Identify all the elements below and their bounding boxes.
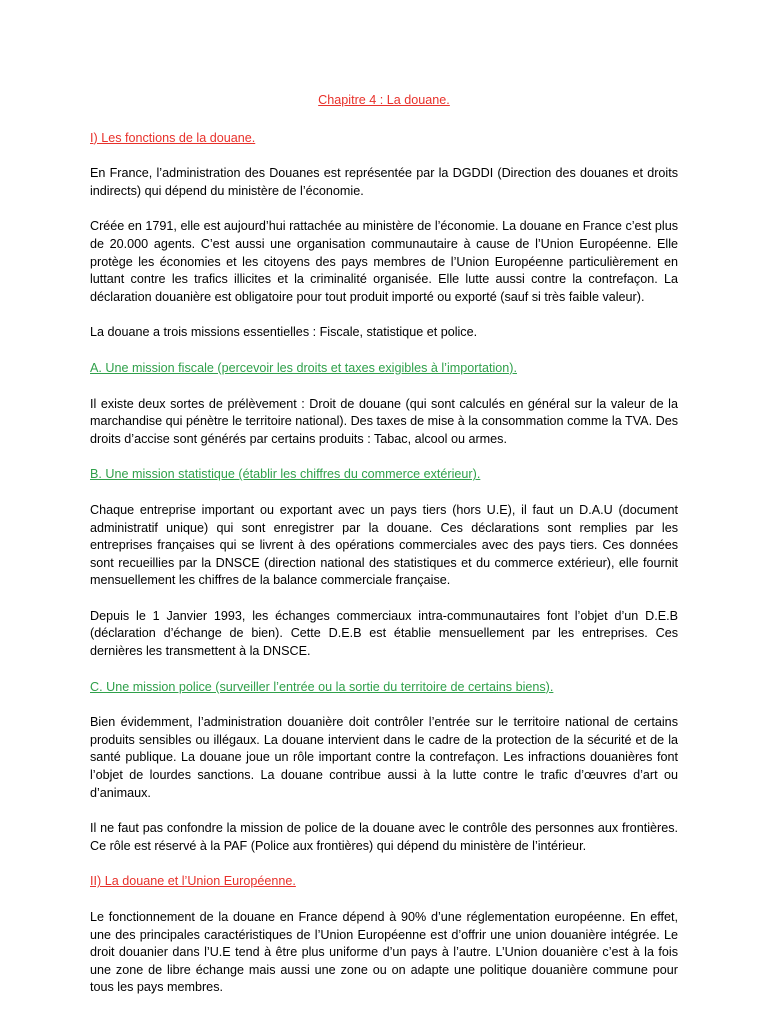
section-heading-fonctions: I) Les fonctions de la douane.	[90, 130, 256, 145]
subsection-heading-fiscale: A. Une mission fiscale (percevoir les droits et taxes exigibles à l’importation).	[90, 360, 517, 375]
paragraph: Bien évidemment, l’administration douanière doit contrôler l’entrée sur le territoire national de certains produits sensibles ou illégaux. La douane intervient dans le cadre de la protection de la sécurité et de la santé publique. La douane joue un rôle important contre la contrefaçon. Les infractions douanières font l’objet de lourdes sanctions. La douane contribue aussi à la lutte contre le trafic d’œuvres d’art ou d’animaux.	[90, 715, 678, 800]
paragraph: Depuis le 1 Janvier 1993, les échanges commerciaux intra-communautaires font l’objet d’un D.E.B (déclaration d’échange de bien). Cette D.E.B est établie mensuellement par les entreprises. Ces dernières les transmettent à la DNSCE.	[90, 608, 678, 659]
paragraph: Le fonctionnement de la douane en France dépend à 90% d’une réglementation européenne. En effet, une des principales caractéristiques de l’Union Européenne est d’offrir une union douanière intégrée. Le droit douanier dans l’U.E tend à être plus uniforme d’un pays à l’autre. L’Union douanière c’est à la fois une zone de libre échange mais aussi une zone ou on adapte une politique douanière commune pour tous les pays membres.	[90, 910, 678, 995]
paragraph: Il ne faut pas confondre la mission de police de la douane avec le contrôle des personnes aux frontières. Ce rôle est réservé à la PAF (Police aux frontières) qui dépend du ministère de l’intérieur.	[90, 821, 678, 853]
subsection-heading-statistique: B. Une mission statistique (établir les chiffres du commerce extérieur).	[90, 467, 481, 482]
subsection-heading-police: C. Une mission police (surveiller l’entrée ou la sortie du territoire de certains biens).	[90, 679, 554, 694]
paragraph: La douane a trois missions essentielles : Fiscale, statistique et police.	[90, 325, 478, 340]
paragraph: Chaque entreprise important ou exportant avec un pays tiers (hors U.E), il faut un D.A.U (document administratif unique) qui sont enregistrer par la douane. Ces déclarations sont remplies par les entreprises françaises qui se livrent à des opérations commerciales avec des pays tiers. Ces données sont recueillies par la DNSCE (direction national des statistiques et du commerce extérieur), elle fournit mensuellement les chiffres de la balance commerciale française.	[90, 502, 678, 588]
section-heading-union-europeenne: II) La douane et l’Union Européenne.	[90, 874, 296, 889]
paragraph: Créée en 1791, elle est aujourd’hui rattachée au ministère de l’économie. La douane en France c’est plus de 20.000 agents. C’est aussi une organisation communautaire à cause de l’Union Européenne. Elle protège les économies et les citoyens des pays membres de l’Union Européenne particulièrement en luttant contre les trafics illicites et la criminalité organisée. Elle lutte aussi contre la contrefaçon. La déclaration douanière est obligatoire pour tout produit importé ou exporté (sauf si très faible valeur).	[90, 219, 678, 304]
paragraph: Il existe deux sortes de prélèvement : Droit de douane (qui sont calculés en général sur la valeur de la marchandise qui pénètre le territoire national). Des taxes de mise à la consommation comme la TVA. Des droits d’accise sont générés par certains produits : Tabac, alcool ou armes.	[90, 396, 678, 446]
chapter-title: Chapitre 4 : La douane.	[318, 93, 450, 107]
paragraph: En France, l’administration des Douanes est représentée par la DGDDI (Direction des douanes et droits indirects) qui dépend du ministère de l’économie.	[90, 166, 678, 198]
